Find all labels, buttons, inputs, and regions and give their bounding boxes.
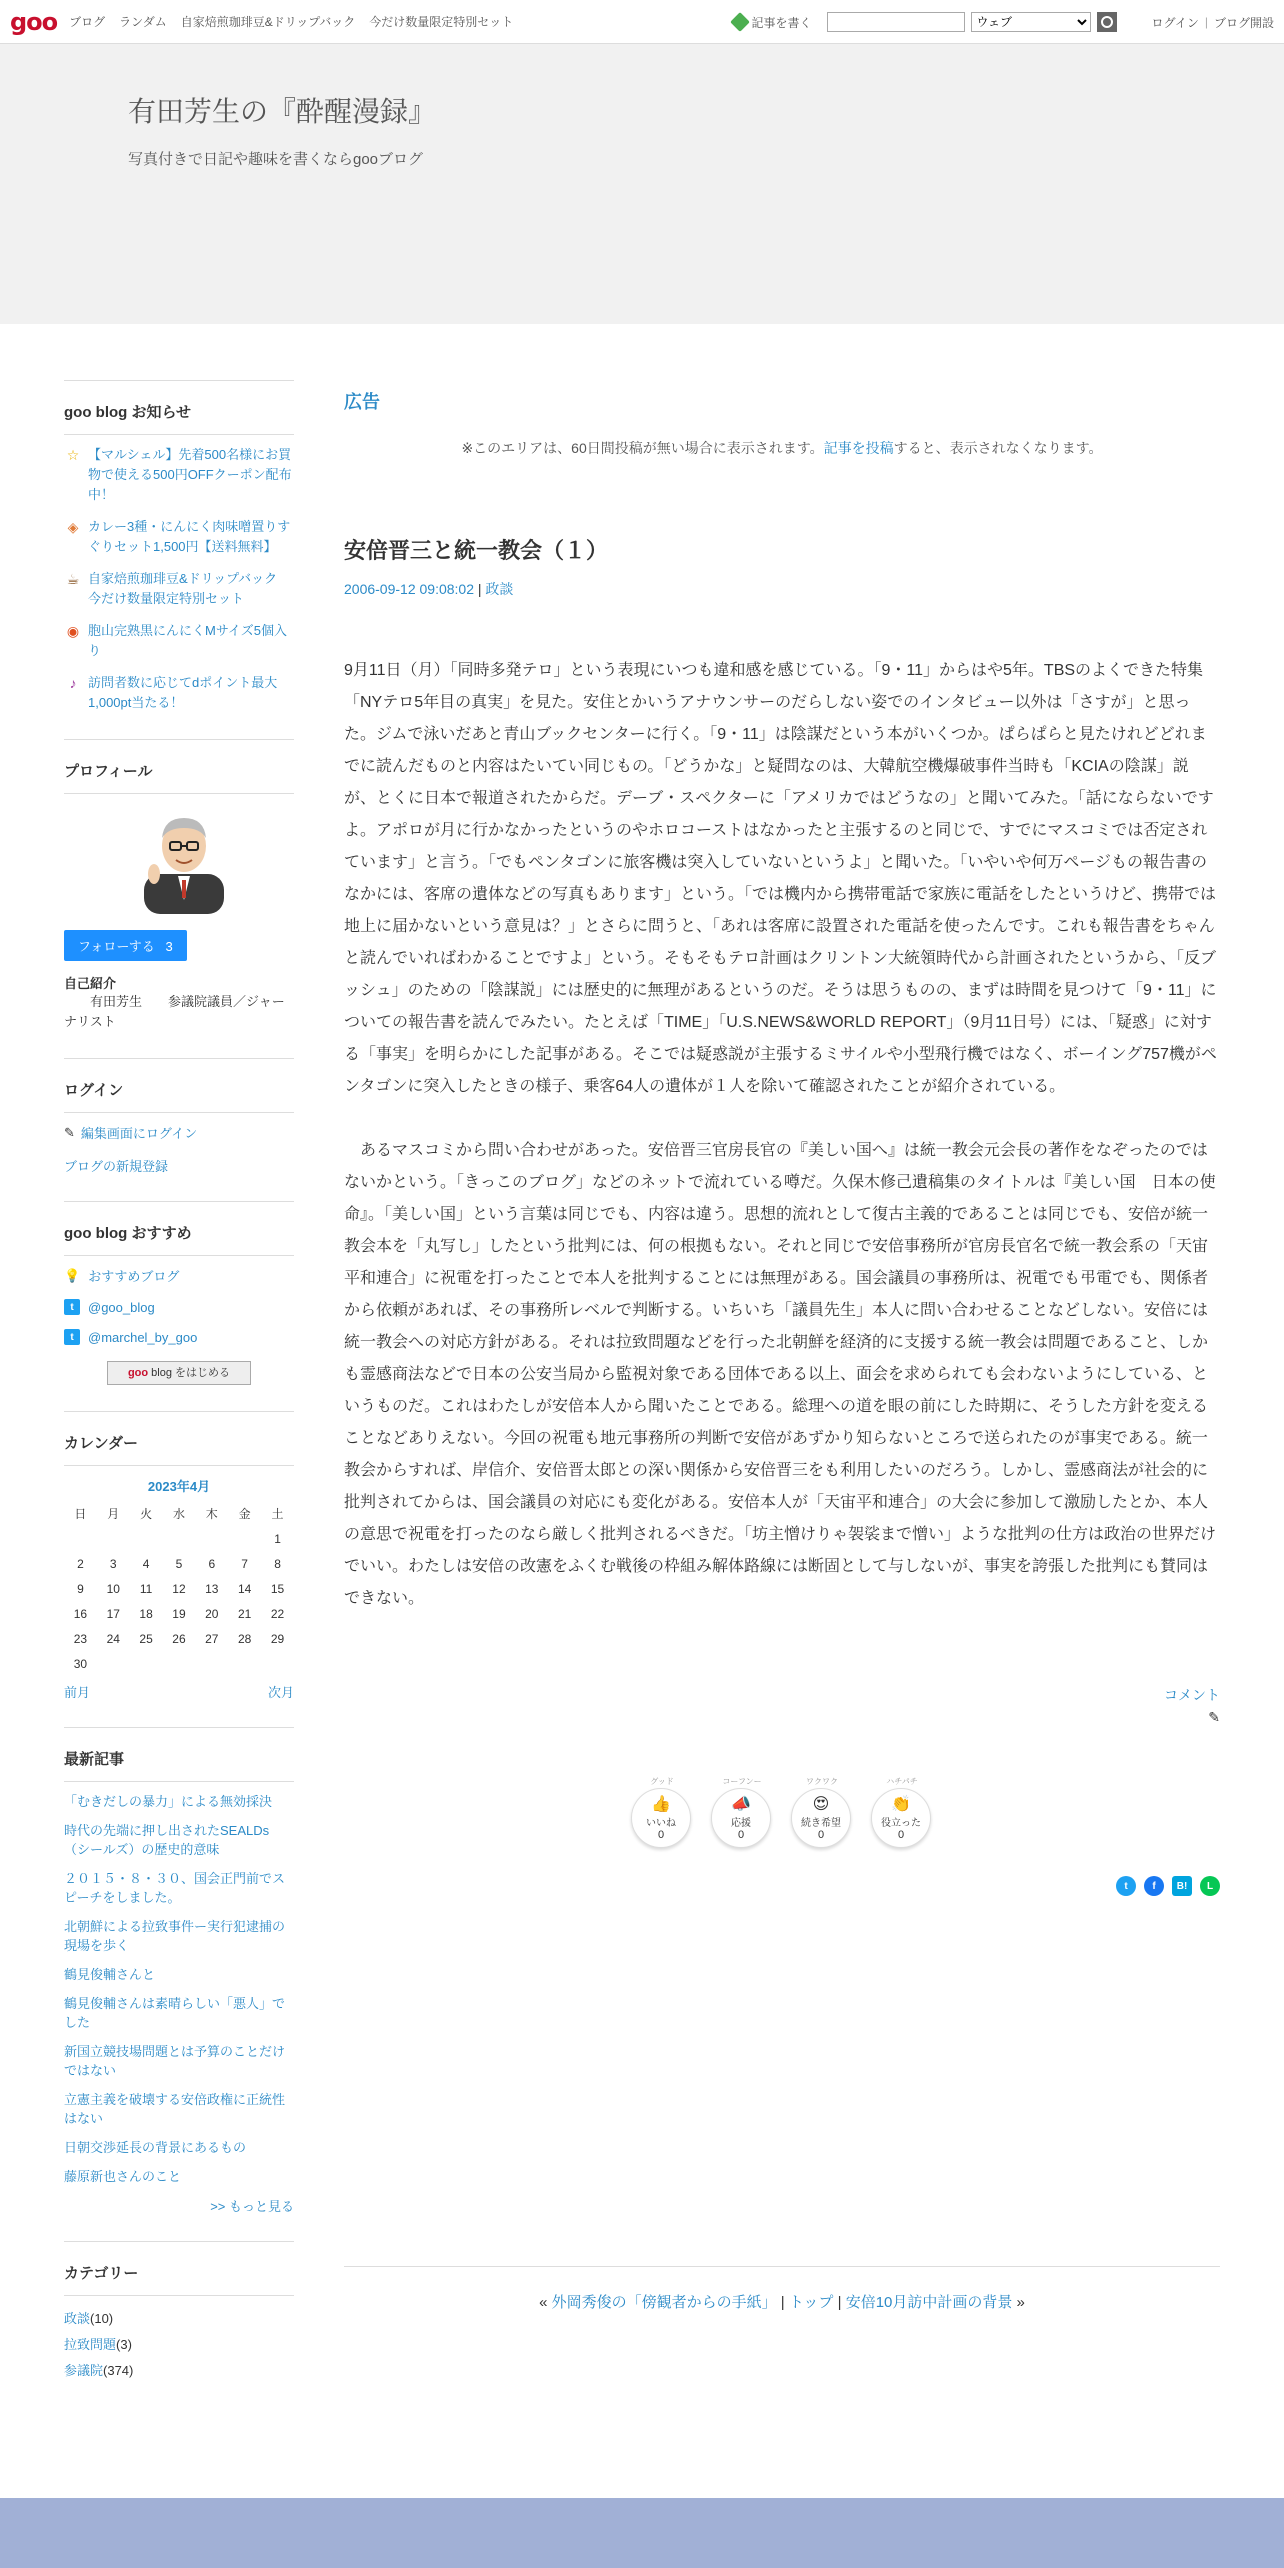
pager-open: « <box>539 2294 548 2311</box>
recent-post-link[interactable]: 「むきだしの暴力」による無効採決 <box>64 1794 273 1809</box>
weekday: 木 <box>205 1507 218 1521</box>
reaction-kana: グッド <box>650 1777 674 1786</box>
start-blog-button[interactable] <box>107 1361 251 1385</box>
top-bar <box>0 0 1284 44</box>
calendar-day: 12 <box>172 1581 186 1596</box>
share-buttons <box>344 1876 1220 1896</box>
recent-post[interactable] <box>64 1869 294 1907</box>
reaction-count: 0 <box>737 1828 745 1841</box>
twitter-row[interactable] <box>64 1299 294 1315</box>
search-button[interactable] <box>1097 12 1117 32</box>
recent-post-link[interactable]: 鶴見俊輔さんは素晴らしい「悪人」でした <box>64 1996 286 2030</box>
calendar-day: 20 <box>205 1606 219 1621</box>
reaction-count: 0 <box>657 1828 665 1841</box>
recommend-section <box>64 1201 294 1385</box>
post-paragraph: あるマスコミから問い合わせがあった。安倍晋三官房長官の『美しい国へ』は統一教会元会長の著作をなぞったのではないかという。「きっこのブログ」などのネットで流れている噂だ。久保木修己遺稿集のタイトルは『美しい国 日本の使命』。「美しい国」という言葉は同じでも、内容は違う。思想的流れとして復古主義的であることは同じでも、安倍が統一教会本を「丸写し」したという批判には、何の根拠もない。それと同じで安倍事務所が官房長官名で統一教会系の「天宙平和連合」に祝電を打ったことで本人を批判することには無理がある。国会議員の事務所は、祝電でも弔電でも、関係者から依頼があれば、その事務所レベルで判断する。いちいち「議員先生」本人に問い合わせることなどしない。安倍には統一教会への対応方針がある。それは拉致問題などを行った北朝鮮を経済的に支援する統一教会は問題であること、しかも霊感商法などで日本の公安当局から監視対象である団体である以上、面会を求められても会わないようにしている、というものだ。これはわたしが安倍本人から聞いたことである。総理への道を眼の前にした時期に、そうした方針を変えることなどありえない。今回の祝電も地元事務所の判断で安倍があずかり知らないところで送られたのが事実である。統一教会からすれば、岸信介、安倍晋太郎との深い関係から安倍晋三をも利用したいのだろう。しかし、霊感商法が社会的に批判されてからは、国会議員の対応にも変化がある。安倍本人が「天宙平和連合」の大会に参加して激励したとか、本人の意思で祝電を打ったのなら厳しく批判されるべきだ。「坊主憎けりゃ袈裟まで憎い」ような批判の仕方は政治の世界だけでいい。わたしは安倍の改憲をふくむ戦後の枠組み解体路線には断固として与しないが、事実を誇張した批判にも賛同はできない。 <box>344 1142 1217 1607</box>
line-share-icon[interactable]: L <box>1200 1876 1220 1896</box>
calendar-day: 5 <box>175 1556 183 1571</box>
weekday: 水 <box>172 1507 185 1521</box>
hatena-bookmark-icon[interactable]: B! <box>1172 1876 1192 1896</box>
calendar-day <box>228 1526 261 1551</box>
twitter-goo-blog-link[interactable]: @goo_blog <box>88 1299 155 1315</box>
recent-post[interactable] <box>64 2138 294 2157</box>
reaction-label: 続き希望 <box>801 1817 841 1829</box>
calendar-day <box>163 1651 196 1676</box>
reaction-buttons <box>344 1776 1220 1848</box>
reaction-like[interactable] <box>631 1776 693 1848</box>
calendar-day <box>97 1526 130 1551</box>
calendar-day: 1 <box>274 1531 281 1546</box>
recent-post[interactable] <box>64 1917 294 1955</box>
recommend-blog-row[interactable] <box>64 1266 294 1285</box>
calendar-table <box>64 1501 294 1676</box>
calendar-week <box>64 1526 294 1551</box>
calendar-day <box>130 1651 163 1676</box>
megaphone-icon: 📣 <box>731 1795 751 1813</box>
blog-title[interactable]: 有田芳生の『酔醒漫録』 <box>128 95 437 128</box>
category-heading: カテゴリー <box>64 2241 294 2296</box>
reaction-count: 0 <box>817 1828 825 1841</box>
reaction-kana: ワクワク <box>806 1777 838 1786</box>
recent-post-link[interactable]: 立憲主義を破壊する安倍政権に正統性はない <box>64 2092 286 2126</box>
reaction-kana: ハチパチ <box>886 1777 918 1786</box>
clap-icon: 👏 <box>891 1795 911 1813</box>
prev-post-link[interactable]: 外岡秀俊の「傍観者からの手紙」 <box>551 2294 777 2311</box>
reaction-label: 応援 <box>731 1817 751 1829</box>
category-item[interactable] <box>64 2358 294 2384</box>
calendar-day: 14 <box>237 1581 252 1596</box>
more-posts-link[interactable]: >> もっと見る <box>210 2199 294 2214</box>
calendar-day: 4 <box>142 1556 150 1571</box>
category-item[interactable] <box>64 2306 294 2332</box>
reaction-circle[interactable] <box>871 1788 931 1848</box>
calendar-day: 16 <box>73 1606 88 1621</box>
calendar-day: 3 <box>109 1556 117 1571</box>
calendar-week <box>64 1651 294 1676</box>
recommend-blog-link[interactable]: おすすめブログ <box>88 1269 180 1284</box>
recent-post-link[interactable]: 新国立競技場問題とは予算のことだけではない <box>64 2044 286 2078</box>
reaction-circle[interactable] <box>711 1788 771 1848</box>
reaction-cheer[interactable] <box>711 1776 773 1848</box>
facebook-share-icon[interactable]: f <box>1144 1876 1164 1896</box>
recommend-heading: goo blog おすすめ <box>64 1201 294 1256</box>
recent-post-link[interactable]: 日朝交渉延長の背景にあるもの <box>64 2140 247 2155</box>
category-item[interactable] <box>64 2332 294 2358</box>
lightbulb-icon: 💡 <box>64 1267 81 1283</box>
calendar-month[interactable]: 2023年4月 <box>147 1479 211 1494</box>
blog-description: 写真付きで日記や趣味を書くならgooブログ <box>128 151 424 168</box>
calendar-day: 29 <box>270 1631 285 1646</box>
calendar-day: 27 <box>205 1631 219 1646</box>
follow-label: フォローする <box>78 939 155 954</box>
nav-blog[interactable]: ブログ <box>69 15 106 29</box>
calendar-day: 21 <box>237 1606 252 1621</box>
twitter-icon: t <box>64 1329 80 1345</box>
notice-item[interactable] <box>64 621 294 661</box>
comment-link[interactable]: コメント <box>1164 1687 1220 1703</box>
category-link[interactable]: 政談 <box>64 2311 91 2326</box>
calendar-day <box>261 1651 294 1676</box>
reaction-helpful[interactable] <box>871 1776 933 1848</box>
separator: | <box>477 581 482 597</box>
open-blog-link[interactable]: ブログ開設 <box>1213 15 1274 30</box>
post-meta <box>344 579 1220 599</box>
separator: | <box>837 2294 842 2311</box>
weekday: 火 <box>140 1507 153 1521</box>
notice-heading: goo blog お知らせ <box>64 380 294 435</box>
calendar-day: 19 <box>172 1606 186 1621</box>
nav-random[interactable]: ランダム <box>119 15 167 29</box>
sidebar <box>64 380 294 2410</box>
calendar-weekdays <box>64 1501 294 1526</box>
nav-coffee[interactable]: 自家焙煎珈琲豆&ドリップバック <box>180 15 356 29</box>
star-icon: ☆ <box>66 447 80 463</box>
write-post-label: 記事を書く <box>751 15 812 30</box>
reaction-want-more[interactable] <box>791 1776 853 1848</box>
category-section <box>64 2241 294 2384</box>
ad-note <box>344 438 1220 458</box>
search-scope-select[interactable] <box>971 12 1091 32</box>
calendar-day: 18 <box>139 1606 153 1621</box>
notice-link[interactable]: 自家焙煎珈琲豆&ドリップバック 今だけ数量限定特別セット <box>88 571 291 606</box>
reaction-kana: コーフンー <box>722 1777 762 1786</box>
notice-section <box>64 380 294 713</box>
profile-section <box>64 739 294 1032</box>
comment-row[interactable] <box>344 1685 1220 1705</box>
intro-label: 自己紹介 <box>64 976 117 991</box>
more-posts-row[interactable] <box>64 2196 294 2215</box>
category-link[interactable]: 参議院 <box>64 2363 104 2378</box>
calendar-day: 28 <box>237 1631 252 1646</box>
login-heading: ログイン <box>64 1058 294 1113</box>
post-body <box>344 655 1220 1615</box>
recent-post-link[interactable]: 藤原新也さんのこと <box>64 2169 182 2184</box>
reaction-label: 役立った <box>881 1817 921 1829</box>
follow-button[interactable] <box>64 930 187 961</box>
next-post-link[interactable]: 安倍10月訪中計画の背景 <box>845 2294 1013 2311</box>
avatar[interactable] <box>134 804 234 914</box>
recent-post[interactable] <box>64 2090 294 2128</box>
calendar-section <box>64 1411 294 1701</box>
post-category-link[interactable]: 政談 <box>485 581 514 597</box>
weekday: 月 <box>107 1507 120 1521</box>
edit-post-icon[interactable]: ✎ <box>1208 1709 1220 1725</box>
calendar-next-link[interactable]: 次月 <box>267 1685 294 1700</box>
calendar-day: 25 <box>139 1631 153 1646</box>
bottom-overlay <box>0 2498 1284 2568</box>
calendar-nav <box>64 1682 294 1701</box>
garlic-icon: ◉ <box>66 623 80 639</box>
pager-close: » <box>1016 2294 1025 2311</box>
recent-heading: 最新記事 <box>64 1727 294 1782</box>
notice-item[interactable] <box>64 569 294 609</box>
category-count: (374) <box>103 2363 134 2378</box>
ad-heading: 広告 <box>344 392 380 412</box>
weekday: 日 <box>74 1507 87 1521</box>
blog-header <box>0 44 1284 324</box>
recent-post[interactable] <box>64 1821 294 1859</box>
calendar-day: 23 <box>73 1631 88 1646</box>
calendar-day <box>163 1526 196 1551</box>
login-section <box>64 1058 294 1175</box>
calendar-day <box>130 1526 163 1551</box>
calendar-day: 17 <box>106 1606 120 1621</box>
calendar-day: 30 <box>73 1656 88 1671</box>
new-blog-link[interactable]: ブログの新規登録 <box>64 1159 169 1174</box>
heart-eyes-icon: 😍 <box>812 1795 830 1813</box>
calendar-week <box>64 1576 294 1601</box>
calendar-week <box>64 1551 294 1576</box>
category-count: (3) <box>116 2337 132 2352</box>
edit-login-link[interactable]: 編集画面にログイン <box>80 1126 198 1141</box>
edit-login-row[interactable] <box>64 1123 294 1142</box>
calendar-day <box>97 1651 130 1676</box>
calendar-day: 8 <box>274 1556 281 1571</box>
login-link[interactable]: ログイン <box>1151 15 1199 30</box>
notice-link[interactable]: 胞山完熟黒にんにくMサイズ5個入り <box>88 623 288 658</box>
top-link[interactable]: トップ <box>788 2294 834 2311</box>
goo-logo[interactable]: goo <box>10 7 58 36</box>
top-right-tools <box>733 0 1284 44</box>
calendar-prev-link[interactable]: 前月 <box>64 1685 91 1700</box>
diamond-icon: ◈ <box>67 519 79 535</box>
music-icon: ♪ <box>69 675 77 691</box>
calendar-day: 26 <box>172 1631 186 1646</box>
twitter-icon: t <box>64 1299 80 1315</box>
start-goo-label: goo <box>127 1367 149 1379</box>
notice-item[interactable] <box>64 673 294 713</box>
top-nav <box>69 13 513 30</box>
calendar-day: 2 <box>77 1556 84 1571</box>
new-blog-row[interactable] <box>64 1156 294 1175</box>
notice-item[interactable] <box>64 445 294 505</box>
separator: | <box>1204 15 1208 29</box>
recent-post-link[interactable]: ２０１５・８・３０、国会正門前でスピーチをしました。 <box>64 1871 286 1905</box>
recent-post[interactable] <box>64 1965 294 1984</box>
calendar-week <box>64 1601 294 1626</box>
intro-text: 有田芳生 参議院議員／ジャーナリスト <box>64 994 285 1029</box>
calendar-day <box>195 1651 228 1676</box>
ad-note-text: すると、表示されなくなります。 <box>893 440 1103 456</box>
calendar-day <box>195 1526 228 1551</box>
recent-post-link[interactable]: 鶴見俊輔さんと <box>64 1967 156 1982</box>
write-post-link[interactable] <box>733 14 811 31</box>
follow-count: 3 <box>165 939 173 954</box>
thumbs-up-icon: 👍 <box>651 1795 671 1813</box>
post-pager <box>344 2266 1220 2312</box>
recent-post[interactable] <box>64 2167 294 2186</box>
notice-link[interactable]: 訪問者数に応じてdポイント最大1,000pt当たる！ <box>88 675 278 710</box>
recent-post-link[interactable]: 時代の先端に押し出されたSEALDs（シールズ）の歴史的意味 <box>64 1823 270 1857</box>
calendar-day: 15 <box>270 1581 285 1596</box>
twitter-row[interactable] <box>64 1329 294 1345</box>
nav-special-set[interactable]: 今だけ数量限定特別セット <box>369 15 514 29</box>
calendar-week <box>64 1626 294 1651</box>
recent-post[interactable] <box>64 1792 294 1811</box>
ad-note-text: ※このエリアは、60日間投稿が無い場合に表示されます。 <box>461 440 824 456</box>
calendar-day: 6 <box>208 1556 216 1571</box>
category-count: (10) <box>90 2311 114 2326</box>
twitter-share-icon[interactable]: t <box>1116 1876 1136 1896</box>
calendar-day: 7 <box>241 1556 248 1571</box>
calendar-day <box>64 1526 97 1551</box>
recent-section <box>64 1727 294 2215</box>
main-content <box>344 380 1220 2312</box>
post-article-link[interactable]: 記事を投稿 <box>823 440 894 456</box>
pencil-icon: ✎ <box>64 1124 75 1140</box>
calendar-day: 11 <box>139 1581 153 1596</box>
notice-link[interactable]: 【マルシェル】先着500名様にお買物で使える500円OFFクーポン配布中！ <box>88 447 292 502</box>
reaction-circle[interactable] <box>791 1788 851 1848</box>
twitter-marchel-link[interactable]: @marchel_by_goo <box>88 1329 198 1345</box>
calendar-day: 24 <box>106 1631 120 1646</box>
calendar-day: 10 <box>106 1581 120 1596</box>
recent-post-link[interactable]: 北朝鮮による拉致事件ー実行犯逮捕の現場を歩く <box>64 1919 286 1953</box>
weekday: 金 <box>238 1507 251 1521</box>
calendar-body <box>64 1526 294 1676</box>
recent-post[interactable] <box>64 2042 294 2080</box>
weekday: 土 <box>271 1507 284 1521</box>
notice-item[interactable] <box>64 517 294 557</box>
post-title[interactable]: 安倍晋三と統一教会（１） <box>344 539 609 564</box>
reaction-circle[interactable] <box>631 1788 691 1848</box>
category-link[interactable]: 拉致問題 <box>64 2337 117 2352</box>
calendar-day: 22 <box>270 1606 285 1621</box>
pencil-icon <box>731 12 751 32</box>
start-blog-label: blog をはじめる <box>148 1367 231 1379</box>
reaction-count: 0 <box>897 1828 905 1841</box>
calendar-day: 9 <box>77 1581 84 1596</box>
post-paragraph: 9月11日（月）「同時多発テロ」という表現にいつも違和感を感じている。「9・11」からはや5年。TBSのよくできた特集「NYテロ5年目の真実」を見た。安住とかいうアナウンサーのだらしない姿でのインタビュー以外は「さすが」と思った。ジムで泳いだあと青山ブックセンターに行く。「9・11」は陰謀だという本がいくつか。ぱらぱらと見たけれどどれまでに読んだものと内容はたいてい同じもの。「どうかな」と疑問なのは、大韓航空機爆破事件当時も「KCIAの陰謀」説が、とくに日本で報道されたからだ。デーブ・スペクターに「アメリカではどうなの」と聞いてみた。「話にならないですよ。アポロが月に行かなかったというのやホロコーストはなかったと主張するのと同じで、すでにマスコミでは否定されています」と言う。「でもペンタゴンに旅客機は突入していないというよ」と聞いた。「いやいや何万ページもの報告書のなかには、客席の遺体などの写真もあります」という。「では機内から携帯電話で家族に電話をしたというけど、携帯では地上に届かないという意見は？」とさらに問うと、「あれは客席に設置された電話を使ったんです。これも報告書をちゃんと読んでいればわかることですよ」という。そもそもテロ計画はクリントン大統領時代から計画されたというから、「反ブッシュ」のための「陰謀説」には歴史的に無理があるというのだ。そうは思うものの、まずは時間を見つけて「9・11」についての報告書を読んでみたい。たとえば「TIME」「U.S.NEWS&WORLD REPORT」（9月11日号）には、「疑惑」に対する「事実」を明らかにした記事がある。そこでは疑惑説が主張するミサイルや小型飛行機ではなく、ボーイング757機がペンタゴンに突入したときの様子、乗客64人の遺体が１人を除いて確認されたことが紹介されている。 <box>344 662 1217 1095</box>
post-date[interactable]: 2006-09-12 09:08:02 <box>344 581 474 597</box>
search-input[interactable] <box>827 12 965 32</box>
profile-heading: プロフィール <box>64 739 294 794</box>
reaction-label: いいね <box>646 1817 676 1829</box>
calendar-heading: カレンダー <box>64 1411 294 1466</box>
calendar-day: 13 <box>205 1581 219 1596</box>
coffee-icon: ☕ <box>66 571 80 587</box>
recent-post[interactable] <box>64 1994 294 2032</box>
calendar-day <box>228 1651 261 1676</box>
notice-link[interactable]: カレー3種・にんにく肉味噌置りすぐりセット1,500円【送料無料】 <box>88 519 291 554</box>
separator: | <box>780 2294 785 2311</box>
